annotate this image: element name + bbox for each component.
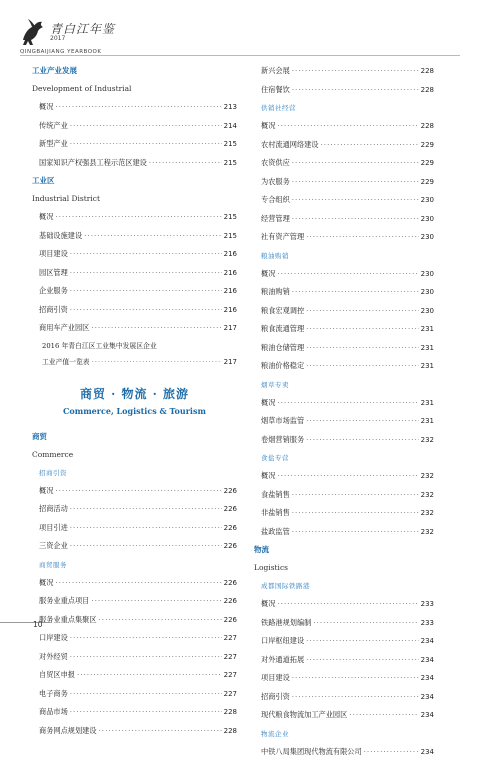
entry-page: 232 — [421, 467, 434, 486]
entry-page: 226 — [224, 574, 237, 593]
leader-dots — [70, 685, 222, 704]
leader-dots — [292, 154, 419, 173]
entry-title: 概况 — [39, 482, 53, 501]
section-heading-en: Industrial District — [32, 190, 237, 208]
entry-page: 234 — [421, 651, 434, 670]
entry-title: 新型产业 — [39, 135, 68, 154]
leader-dots — [55, 208, 221, 227]
entry-title: 企业服务 — [39, 282, 68, 301]
leader-dots — [292, 210, 419, 229]
entry-title: 项目建设 — [261, 669, 290, 688]
toc-entry[interactable] — [254, 62, 434, 81]
entry-title: 现代粮食物流加工产业园区 — [261, 706, 347, 725]
entry-title: 自贸区申报 — [39, 666, 75, 685]
investment-entries — [32, 482, 237, 556]
entry-page: 228 — [421, 81, 434, 100]
leader-dots — [70, 629, 222, 648]
chapter-title-en: Commerce, Logistics & Tourism — [32, 404, 237, 418]
leader-dots — [70, 519, 222, 538]
toc-entry[interactable] — [254, 486, 434, 505]
leader-dots — [77, 666, 222, 685]
toc-entry[interactable] — [254, 339, 434, 358]
entry-title: 对外通道拓展 — [261, 651, 304, 670]
entry-title: 三资企业 — [39, 537, 68, 556]
entry-page: 213 — [224, 98, 237, 117]
subsection-heading: 招商引资 — [32, 464, 237, 482]
toc-entry[interactable] — [254, 357, 434, 376]
toc-entry[interactable] — [254, 210, 434, 229]
toc-entry[interactable] — [32, 500, 237, 519]
entry-title: 招商活动 — [39, 500, 68, 519]
entry-title: 概况 — [261, 265, 275, 284]
leader-dots — [70, 301, 222, 320]
toc-entry[interactable] — [32, 117, 237, 136]
entry-title: 国家知识产权强县工程示范区建设 — [39, 154, 147, 173]
leader-dots — [149, 154, 222, 173]
entry-title: 粮食宏观调控 — [261, 302, 304, 321]
entry-title: 概况 — [261, 595, 275, 614]
yearbook-title: 青白江年鉴 — [50, 20, 115, 37]
subsection-heading: 粮油购销 — [254, 247, 434, 265]
entry-page: 232 — [421, 504, 434, 523]
entry-title: 概况 — [39, 208, 53, 227]
section-heading: 工业区 — [32, 172, 237, 190]
grain-entries — [254, 265, 434, 376]
entry-title: 对外经贸 — [39, 648, 68, 667]
toc-entry[interactable] — [254, 412, 434, 431]
leader-dots — [292, 191, 419, 210]
entry-title: 概况 — [39, 574, 53, 593]
section-heading: 商贸 — [32, 428, 237, 446]
leader-dots — [306, 320, 418, 339]
tobacco-entries — [254, 394, 434, 450]
subsection-heading: 商贸服务 — [32, 556, 237, 574]
leader-dots — [70, 117, 222, 136]
leader-dots — [292, 504, 419, 523]
entry-title: 商用车产业园区 — [39, 319, 89, 338]
leader-dots — [292, 173, 419, 192]
toc-entry[interactable] — [32, 592, 237, 611]
entry-page: 216 — [224, 245, 237, 264]
entry-title: 卷烟营销服务 — [261, 431, 304, 450]
salt-entries — [254, 467, 434, 541]
entry-page: 215 — [224, 227, 237, 246]
entry-page: 233 — [421, 595, 434, 614]
toc-entry[interactable] — [32, 722, 237, 741]
entry-title: 食盐销售 — [261, 486, 290, 505]
entry-title: 社有资产管理 — [261, 228, 304, 247]
entry-page: 216 — [224, 282, 237, 301]
leader-dots — [55, 574, 221, 593]
leader-dots — [292, 62, 419, 81]
entry-title: 粮食流通管理 — [261, 320, 304, 339]
entry-title: 农村流通网络建设 — [261, 136, 319, 155]
toc-entry[interactable] — [254, 614, 434, 633]
entry-page: 227 — [224, 685, 237, 704]
section-heading: 工业产业发展 — [32, 62, 237, 80]
entry-page: 231 — [421, 394, 434, 413]
leader-dots — [84, 227, 221, 246]
yearbook-subtitle: QINGBAIJIANG YEARBOOK — [20, 49, 101, 55]
entry-title: 概况 — [261, 117, 275, 136]
entry-page: 231 — [421, 357, 434, 376]
leader-dots — [277, 117, 418, 136]
entry-title: 为农服务 — [261, 173, 290, 192]
entry-page: 215 — [224, 135, 237, 154]
entry-title: 商务网点规划建设 — [39, 722, 97, 741]
toc-entry[interactable] — [254, 743, 434, 761]
entry-page: 215 — [224, 154, 237, 173]
leader-dots — [70, 264, 222, 283]
top-entries — [254, 62, 434, 99]
chapter-banner — [32, 384, 237, 418]
leader-dots — [349, 706, 418, 725]
leader-dots — [292, 669, 419, 688]
entry-page: 230 — [421, 228, 434, 247]
entry-page: 229 — [421, 173, 434, 192]
entry-page: 232 — [421, 523, 434, 542]
leader-dots — [70, 135, 222, 154]
entry-page: 234 — [421, 688, 434, 707]
toc-entry[interactable] — [254, 595, 434, 614]
entry-page: 229 — [421, 154, 434, 173]
entry-title: 口岸建设 — [39, 629, 68, 648]
leader-dots — [70, 703, 222, 722]
toc-entry[interactable] — [254, 154, 434, 173]
toc-entry[interactable] — [254, 173, 434, 192]
toc-entry[interactable] — [32, 629, 237, 648]
page-number: 10 — [33, 620, 43, 629]
entry-page: 234 — [421, 632, 434, 651]
entry-page: 234 — [421, 743, 434, 761]
yearbook-header — [20, 18, 170, 60]
entry-page: 226 — [224, 537, 237, 556]
entry-title: 商品市场 — [39, 703, 68, 722]
entry-title: 中铁八局集团现代物流有限公司 — [261, 743, 362, 761]
entry-page: 230 — [421, 210, 434, 229]
entry-title: 招商引资 — [39, 301, 68, 320]
leader-dots — [70, 500, 222, 519]
leader-dots — [91, 592, 221, 611]
entry-page: 232 — [421, 486, 434, 505]
leader-dots — [364, 743, 419, 761]
table-note: 2016 年青白江区工业集中发展区企业 — [32, 338, 237, 354]
toc-entry[interactable] — [254, 302, 434, 321]
entry-title: 农资供应 — [261, 154, 290, 173]
subsection-heading: 供销社经营 — [254, 99, 434, 117]
horse-logo-icon — [20, 18, 46, 46]
entry-title: 住宿餐饮 — [261, 81, 290, 100]
entry-title: 服务业重点集聚区 — [39, 611, 97, 630]
toc-entry[interactable] — [32, 482, 237, 501]
section-heading-en: Logistics — [254, 559, 434, 577]
entry-page: 214 — [224, 117, 237, 136]
entry-page: 228 — [421, 62, 434, 81]
leader-dots — [70, 282, 222, 301]
trade-entries — [32, 574, 237, 741]
subsection-heading: 成都国际铁路港 — [254, 577, 434, 595]
entry-page: 227 — [224, 648, 237, 667]
entry-page: 228 — [224, 703, 237, 722]
subsection-heading: 食盐专营 — [254, 449, 434, 467]
entry-title: 基础设施建设 — [39, 227, 82, 246]
toc-entry[interactable] — [254, 228, 434, 247]
toc-right-column — [254, 62, 434, 761]
entry-page: 231 — [421, 320, 434, 339]
section-heading: 物流 — [254, 541, 434, 559]
entry-page: 231 — [421, 412, 434, 431]
entry-page: 230 — [421, 283, 434, 302]
toc-entry[interactable] — [254, 265, 434, 284]
leader-dots — [70, 537, 222, 556]
leader-dots — [99, 611, 222, 630]
entry-page: 230 — [421, 265, 434, 284]
leader-dots — [292, 523, 419, 542]
entry-title: 烟草市场监管 — [261, 412, 304, 431]
leader-dots — [306, 412, 418, 431]
toc-entry[interactable] — [254, 191, 434, 210]
toc-entry[interactable] — [254, 320, 434, 339]
leader-dots — [306, 651, 418, 670]
entry-page: 216 — [224, 264, 237, 283]
entry-title: 概况 — [261, 394, 275, 413]
entry-title: 服务业重点项目 — [39, 592, 89, 611]
toc-entry[interactable] — [32, 519, 237, 538]
entry-title: 项目建设 — [39, 245, 68, 264]
entry-title: 工业产值一览表 — [42, 354, 90, 370]
entry-page: 233 — [421, 614, 434, 633]
toc-entry[interactable] — [254, 669, 434, 688]
leader-dots — [292, 81, 419, 100]
entry-page: 226 — [224, 592, 237, 611]
entry-page: 231 — [421, 339, 434, 358]
leader-dots — [277, 467, 418, 486]
entry-title: 非盐销售 — [261, 504, 290, 523]
leader-dots — [292, 283, 419, 302]
entry-page: 227 — [224, 666, 237, 685]
toc-entry[interactable] — [254, 504, 434, 523]
leader-dots — [70, 245, 222, 264]
entry-page: 215 — [224, 208, 237, 227]
toc-entry[interactable] — [32, 685, 237, 704]
entry-page: 217 — [224, 354, 237, 370]
entry-page: 226 — [224, 482, 237, 501]
leader-dots — [306, 357, 418, 376]
toc-entry[interactable] — [254, 81, 434, 100]
toc-entry[interactable] — [32, 245, 237, 264]
section-heading-en: Development of Industrial — [32, 80, 237, 98]
entry-title: 园区管理 — [39, 264, 68, 283]
entry-page: 228 — [421, 117, 434, 136]
leader-dots — [277, 394, 418, 413]
entry-title: 概况 — [261, 467, 275, 486]
toc-entry[interactable] — [254, 651, 434, 670]
leader-dots — [306, 431, 418, 450]
entry-page: 216 — [224, 301, 237, 320]
toc-entry[interactable] — [32, 98, 237, 117]
leader-dots — [91, 319, 221, 338]
chapter-title: 商贸 · 物流 · 旅游 — [32, 384, 237, 404]
leader-dots — [306, 632, 418, 651]
entry-title: 专合组织 — [261, 191, 290, 210]
entry-page: 227 — [224, 629, 237, 648]
toc-entry[interactable] — [32, 648, 237, 667]
entry-page: 217 — [224, 319, 237, 338]
toc-left-column — [32, 62, 237, 740]
entry-title: 经营管理 — [261, 210, 290, 229]
leader-dots — [292, 486, 419, 505]
toc-entry[interactable] — [254, 283, 434, 302]
entry-title: 粮油购销 — [261, 283, 290, 302]
district-entries — [32, 208, 237, 338]
toc-entry[interactable] — [254, 467, 434, 486]
subsection-heading: 烟草专卖 — [254, 376, 434, 394]
yearbook-year: 2017 — [50, 35, 65, 42]
leader-dots — [70, 648, 222, 667]
header-divider — [20, 55, 460, 56]
entry-title: 粮油价格稳定 — [261, 357, 304, 376]
entry-title: 项目引进 — [39, 519, 68, 538]
entry-page: 230 — [421, 302, 434, 321]
leader-dots — [313, 614, 418, 633]
subsection-heading: 物流企业 — [254, 725, 434, 743]
entry-title: 传统产业 — [39, 117, 68, 136]
entry-page: 226 — [224, 500, 237, 519]
leader-dots — [292, 688, 419, 707]
section-heading-en: Commerce — [32, 446, 237, 464]
leader-dots — [306, 339, 418, 358]
toc-entry[interactable] — [254, 431, 434, 450]
industry-entries — [32, 98, 237, 172]
toc-entry[interactable] — [254, 117, 434, 136]
entry-title: 口岸枢纽建设 — [261, 632, 304, 651]
toc-entry[interactable] — [32, 301, 237, 320]
toc-entry[interactable] — [32, 282, 237, 301]
entry-title: 概况 — [39, 98, 53, 117]
railport-entries — [254, 595, 434, 725]
toc-entry[interactable] — [32, 154, 237, 173]
entry-page: 234 — [421, 669, 434, 688]
supply-entries — [254, 117, 434, 247]
entry-page: 228 — [224, 722, 237, 741]
logistics-company-entries — [254, 743, 434, 761]
toc-entry[interactable] — [254, 706, 434, 725]
entry-title: 盐政监管 — [261, 523, 290, 542]
toc-entry[interactable] — [32, 319, 237, 338]
entry-title: 招商引资 — [261, 688, 290, 707]
leader-dots — [321, 136, 419, 155]
leader-dots — [55, 98, 221, 117]
toc-entry[interactable] — [32, 227, 237, 246]
leader-dots — [99, 722, 222, 741]
toc-entry[interactable] — [254, 523, 434, 542]
toc-entry[interactable] — [32, 537, 237, 556]
leader-dots — [55, 482, 221, 501]
entry-title: 新兴会展 — [261, 62, 290, 81]
entry-page: 226 — [224, 611, 237, 630]
toc-entry[interactable] — [32, 354, 237, 370]
toc-entry[interactable] — [254, 632, 434, 651]
entry-page: 226 — [224, 519, 237, 538]
toc-entry[interactable] — [32, 135, 237, 154]
toc-entry[interactable] — [254, 688, 434, 707]
entry-page: 234 — [421, 706, 434, 725]
toc-entry[interactable] — [32, 208, 237, 227]
entry-title: 电子商务 — [39, 685, 68, 704]
leader-dots — [306, 302, 418, 321]
toc-entry[interactable] — [32, 703, 237, 722]
entry-page: 229 — [421, 136, 434, 155]
toc-entry[interactable] — [32, 611, 237, 630]
toc-entry[interactable] — [254, 136, 434, 155]
toc-entry[interactable] — [32, 264, 237, 283]
entry-page: 232 — [421, 431, 434, 450]
entry-title: 铁路港规划编制 — [261, 614, 311, 633]
leader-dots — [92, 354, 222, 370]
toc-entry[interactable] — [32, 666, 237, 685]
leader-dots — [306, 228, 418, 247]
toc-entry[interactable] — [32, 574, 237, 593]
entry-title: 粮油仓储管理 — [261, 339, 304, 358]
toc-entry[interactable] — [254, 394, 434, 413]
leader-dots — [277, 265, 418, 284]
entry-page: 230 — [421, 191, 434, 210]
leader-dots — [277, 595, 418, 614]
